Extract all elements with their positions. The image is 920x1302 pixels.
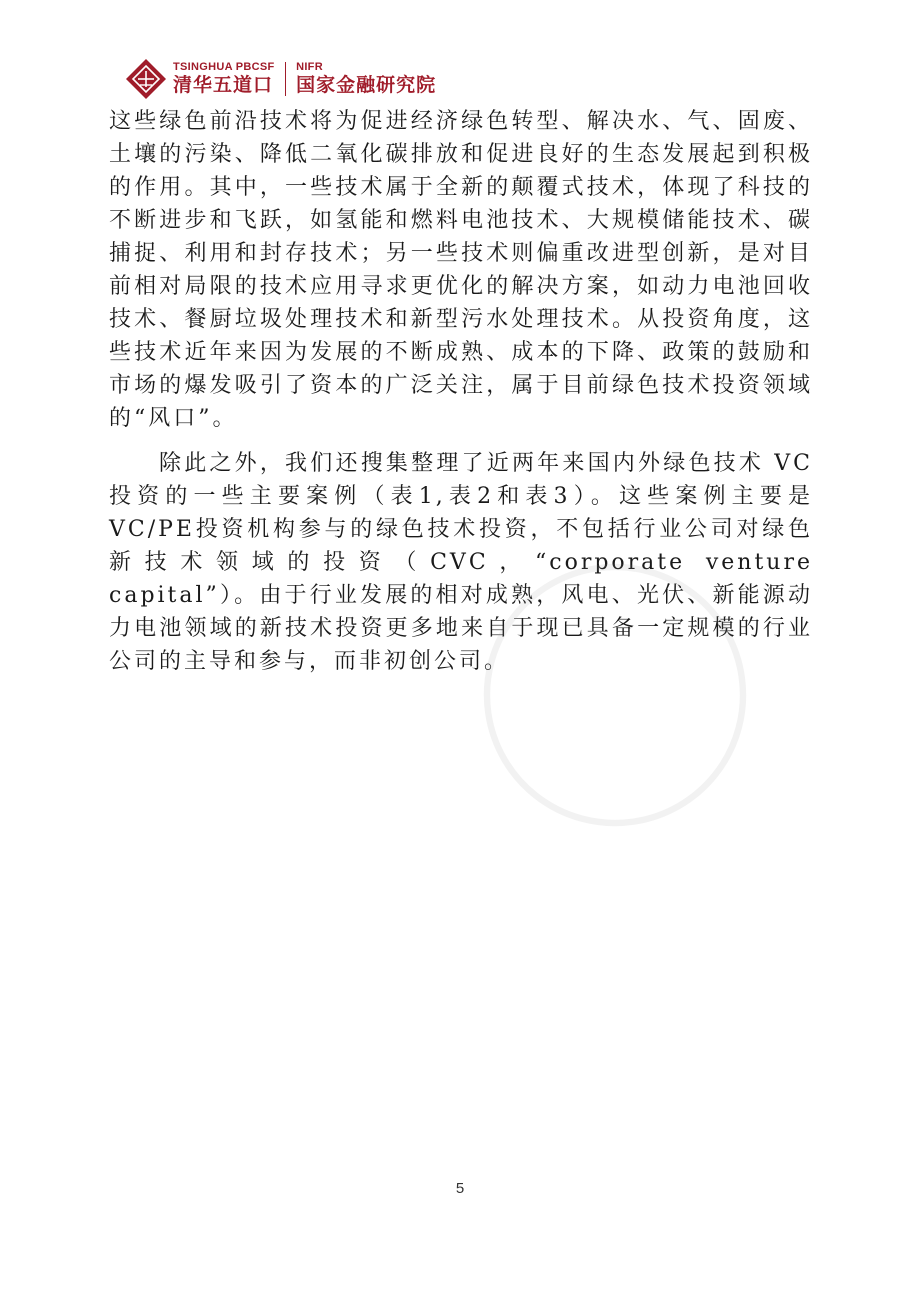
body-paragraph-1: 这些绿色前沿技术将为促进经济绿色转型、解决水、气、固废、土壤的污染、降低二氧化碳排放和促进良好的生态发展起到积极的作用。其中，一些技术属于全新的颠覆式技术，体现了科技的不断进步和飞跃，如氢能和燃料电池技术、大规模储能技术、碳捕捉、利用和封存技术；另一些技术则偏重改进型创新，是对目前相对局限的技术应用寻求更优化的解决方案，如动力电池回收技术、餐厨垃圾处理技术和新型污水处理技术。从投资角度，这些技术近年来因为发展的不断成熟、成本的下降、政策的鼓励和市场的爆发吸引了资本的广泛关注，属于目前绿色技术投资领域的“风口”。 bbox=[109, 109, 813, 431]
logo-right-block bbox=[296, 61, 436, 97]
logo-left-block bbox=[173, 61, 275, 97]
header-logo bbox=[125, 56, 436, 102]
logo-cn-right: 国家金融研究院 bbox=[296, 74, 437, 96]
logo-en-right: NIFR bbox=[296, 61, 323, 73]
logo-cn-left: 清华五道口 bbox=[173, 74, 274, 96]
page-number: 5 bbox=[455, 1180, 465, 1197]
pbcsf-logo-icon bbox=[125, 58, 167, 100]
logo-en-left: TSINGHUA PBCSF bbox=[173, 61, 275, 73]
document-body bbox=[109, 105, 813, 678]
body-paragraph-2: 除此之外，我们还搜集整理了近两年来国内外绿色技术 VC 投资的一些主要案例（表1,表2和表3）。这些案例主要是VC/PE投资机构参与的绿色技术投资，不包括行业公司对绿色新技术领域的投资（CVC，“corporate venture capital”）。由于行业发展的相对成熟，风电、光伏、新能源动力电池领域的新技术投资更多地来自于现已具备一定规模的行业公司的主导和参与，而非初创公司。 bbox=[109, 451, 813, 674]
logo-divider bbox=[285, 62, 287, 96]
